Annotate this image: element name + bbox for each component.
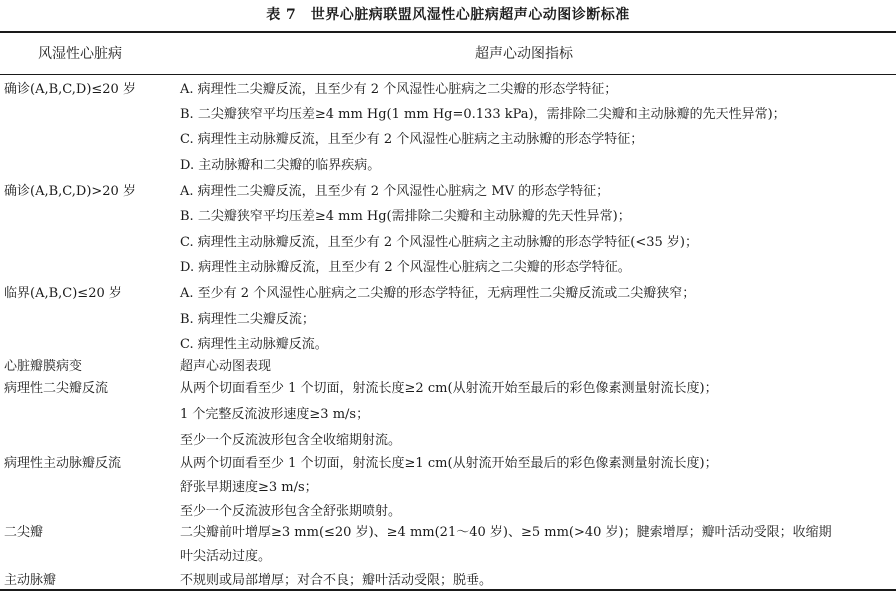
row-criterion: B. 病理性二尖瓣反流； <box>180 312 315 327</box>
row-criterion: D. 主动脉瓣和二尖瓣的临界疾病。 <box>180 158 381 173</box>
table-row <box>0 129 896 151</box>
table-row <box>0 232 896 254</box>
table-row <box>0 477 896 499</box>
row-criterion: 二尖瓣前叶增厚≥3 mm(≤20 岁)、≥4 mm(21～40 岁)、≥5 mm(>40 岁)；腱索增厚；瓣叶活动受限；收缩期 <box>180 525 832 540</box>
row-criterion: 舒张早期速度≥3 m/s； <box>180 480 318 495</box>
row-criterion: 叶尖活动过度。 <box>180 549 272 564</box>
row-criterion: 从两个切面看至少 1 个切面，射流长度≥2 cm(从射流开始至最后的彩色像素测量射流长度)； <box>180 381 718 396</box>
table-row <box>0 257 896 279</box>
table-row <box>0 501 896 523</box>
row-category: 病理性主动脉瓣反流 <box>4 456 122 471</box>
row-category: 心脏瓣膜病变 <box>4 359 83 374</box>
table-row <box>0 104 896 126</box>
row-category: 病理性二尖瓣反流 <box>4 381 109 396</box>
table-row <box>0 79 896 101</box>
row-criterion: 至少一个反流波形包含全舒张期喷射。 <box>180 504 402 519</box>
row-criterion: C. 病理性主动脉瓣反流。 <box>180 337 328 352</box>
table-row <box>0 181 896 203</box>
row-category: 确诊(A,B,C,D)≤20 岁 <box>4 82 136 97</box>
row-category: 二尖瓣 <box>4 525 44 540</box>
table-row <box>0 309 896 331</box>
row-criterion: 不规则或局部增厚；对合不良；瓣叶活动受限；脱垂。 <box>180 573 493 588</box>
row-criterion: A. 病理性二尖瓣反流，且至少有 2 个风湿性心脏病之二尖瓣的形态学特征； <box>180 82 618 97</box>
row-criterion: A. 至少有 2 个风湿性心脏病之二尖瓣的形态学特征，无病理性二尖瓣反流或二尖瓣狭窄； <box>180 286 696 301</box>
header-rheumatic-heart-disease: 风湿性心脏病 <box>38 46 122 62</box>
row-criterion: C. 病理性主动脉瓣反流，且至少有 2 个风湿性心脏病之主动脉瓣的形态学特征(<35 岁)； <box>180 235 698 250</box>
table-row <box>0 430 896 452</box>
table-row <box>0 404 896 426</box>
top-rule <box>0 31 896 33</box>
header-echo-criteria: 超声心动图指标 <box>475 46 573 62</box>
header-rule <box>0 74 896 75</box>
table-row <box>0 206 896 228</box>
row-category: 临界(A,B,C)≤20 岁 <box>4 286 122 301</box>
row-criterion: D. 病理性主动脉瓣反流，且至少有 2 个风湿性心脏病之二尖瓣的形态学特征。 <box>180 260 631 275</box>
table-row <box>0 453 896 475</box>
row-criterion: 至少一个反流波形包含全收缩期射流。 <box>180 433 402 448</box>
table-row <box>0 546 896 568</box>
table-row <box>0 356 896 378</box>
row-criterion: 1 个完整反流波形速度≥3 m/s； <box>180 407 370 422</box>
table-row <box>0 522 896 544</box>
table-row <box>0 283 896 305</box>
row-category: 主动脉瓣 <box>4 573 57 588</box>
table-row <box>0 378 896 400</box>
row-criterion: B. 二尖瓣狭窄平均压差≥4 mm Hg(需排除二尖瓣和主动脉瓣的先天性异常)； <box>180 209 631 224</box>
row-criterion: C. 病理性主动脉瓣反流，且至少有 2 个风湿性心脏病之主动脉瓣的形态学特征； <box>180 132 644 147</box>
table-title: 表 7 世界心脏病联盟风湿性心脏病超声心动图诊断标准 <box>266 7 630 23</box>
row-criterion: 超声心动图表现 <box>180 359 272 374</box>
row-criterion: B. 二尖瓣狭窄平均压差≥4 mm Hg(1 mm Hg=0.133 kPa)，需排除二尖瓣和主动脉瓣的先天性异常)； <box>180 107 786 122</box>
bottom-rule <box>0 589 896 591</box>
table-row <box>0 155 896 177</box>
row-category: 确诊(A,B,C,D)>20 岁 <box>4 184 136 199</box>
row-criterion: A. 病理性二尖瓣反流，且至少有 2 个风湿性心脏病之 MV 的形态学特征； <box>180 184 610 199</box>
table-row <box>0 334 896 356</box>
row-criterion: 从两个切面看至少 1 个切面，射流长度≥1 cm(从射流开始至最后的彩色像素测量射流长度)； <box>180 456 718 471</box>
